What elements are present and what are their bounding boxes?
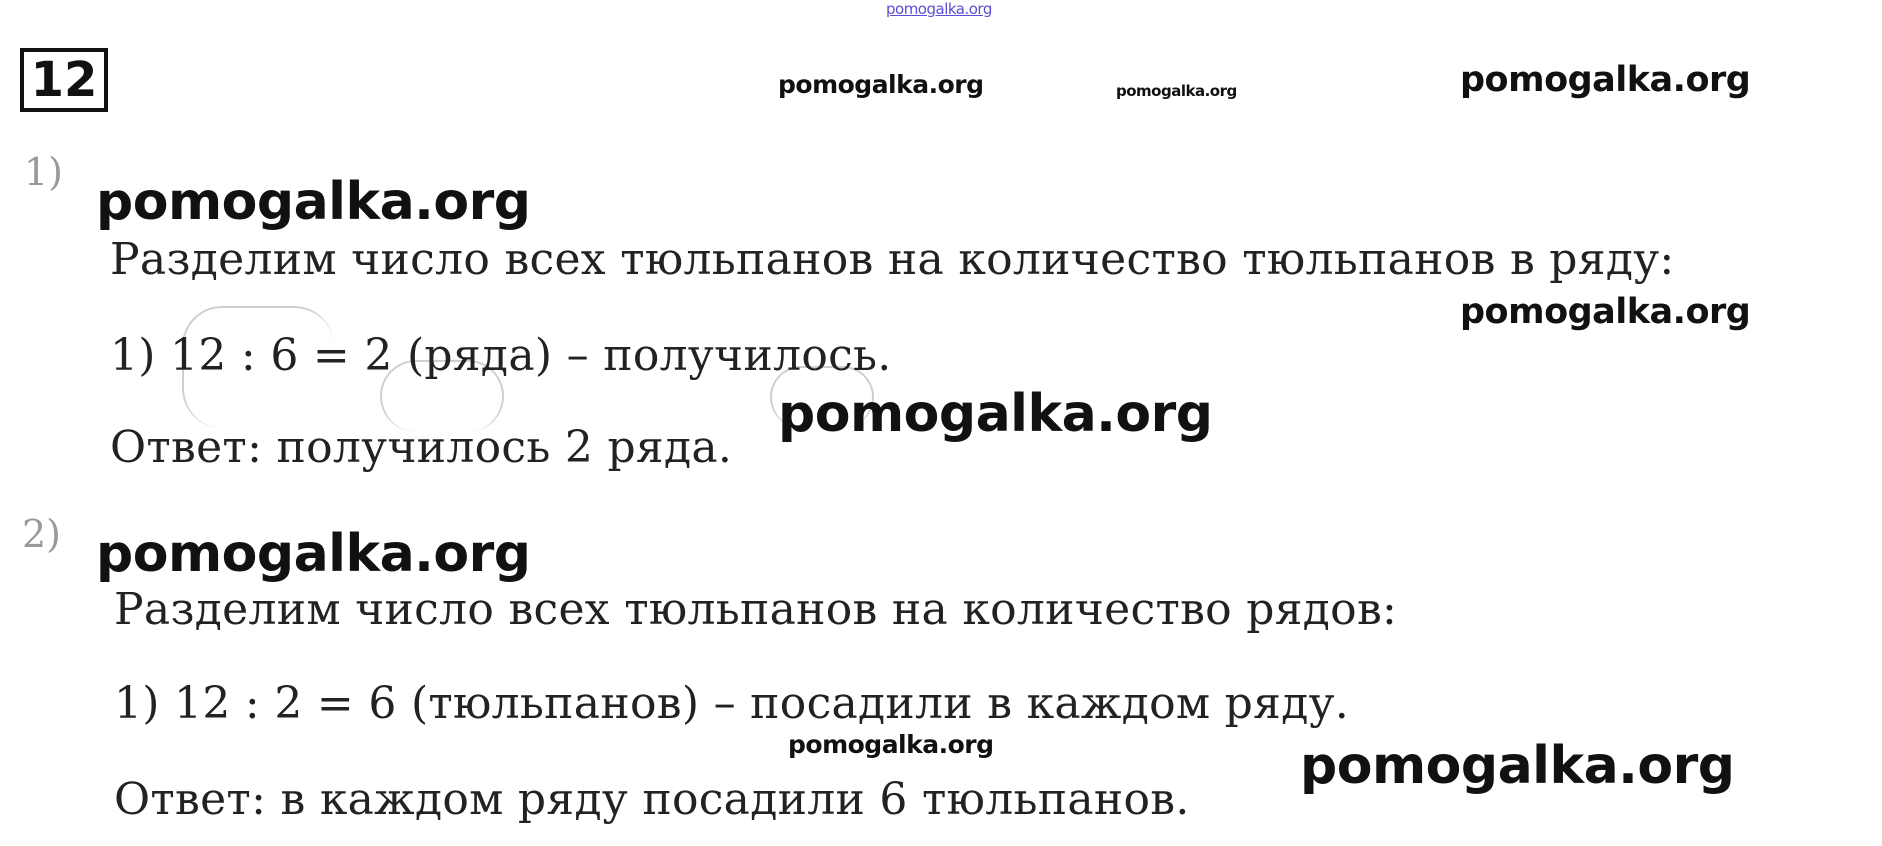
section-1-overlay-watermark: pomogalka.org <box>778 384 1213 444</box>
section-2-answer: Ответ: в каждом ряду посадили 6 тюльпанов. <box>114 774 1190 825</box>
section-2-small-watermark: pomogalka.org <box>788 730 994 759</box>
section-2-watermark: pomogalka.org <box>96 524 531 584</box>
section-1-intro: Разделим число всех тюльпанов на количество тюльпанов в ряду: <box>110 234 1675 285</box>
header-watermark-1: pomogalka.org <box>778 70 984 99</box>
section-2-intro: Разделим число всех тюльпанов на количество рядов: <box>114 584 1398 635</box>
section-1-side-watermark: pomogalka.org <box>1460 292 1751 332</box>
section-1-watermark: pomogalka.org <box>96 172 531 232</box>
problem-number-box <box>20 48 108 112</box>
header-watermark-3: pomogalka.org <box>1460 60 1751 100</box>
top-watermark: pomogalka.org <box>886 0 992 18</box>
section-2-step: 1) 12 : 2 = 6 (тюльпанов) – посадили в каждом ряду. <box>114 678 1350 729</box>
section-1-step: 1) 12 : 6 = 2 (ряда) – получилось. <box>110 330 892 381</box>
section-1-marker: 1) <box>24 150 64 194</box>
section-1-answer: Ответ: получилось 2 ряда. <box>110 422 733 473</box>
problem-number: 12 <box>30 52 98 108</box>
section-2-marker: 2) <box>22 512 62 556</box>
section-2-overlay-watermark: pomogalka.org <box>1300 736 1735 796</box>
header-watermark-2: pomogalka.org <box>1116 82 1237 100</box>
